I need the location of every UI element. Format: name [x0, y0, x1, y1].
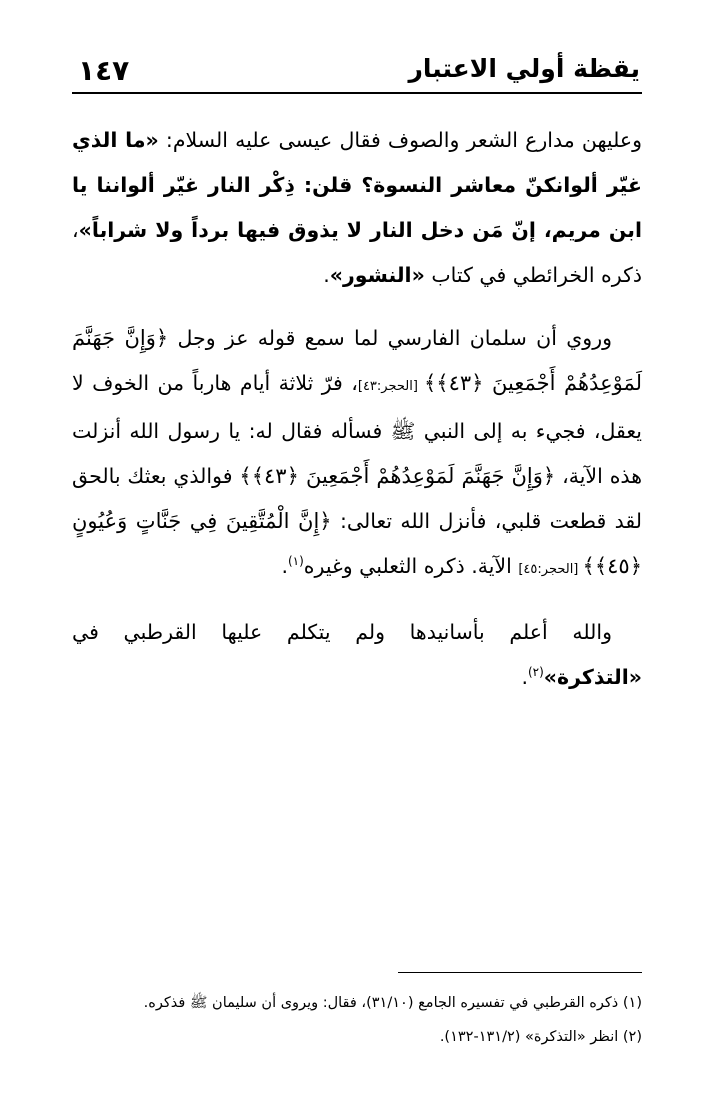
quran-verse: ﴿وَإِنَّ جَهَنَّمَ لَمَوْعِدُهُمْ أَجْمَعِينَ ﴿٤٣﴾﴾: [72, 326, 642, 395]
body-text: [72, 118, 642, 700]
text-run: ، ذكره الخرائطي في كتاب: [72, 218, 642, 287]
footnotes: [72, 986, 642, 1054]
footnote-marker: (١): [287, 554, 304, 569]
verse-reference: [الحجر:٤٥]: [518, 562, 583, 577]
quran-verse: ﴿إِنَّ الْمُتَّقِينَ فِي جَنَّاتٍ وَعُيُونٍ ﴿٤٥﴾﴾: [72, 509, 642, 578]
page-number: ١٤٧: [78, 54, 130, 87]
text-run: الآية. ذكره الثعلبي وغيره: [303, 554, 519, 578]
text-run: وعليهن مدارع الشعر والصوف فقال عيسى عليه السلام:: [158, 128, 642, 152]
paragraph: [72, 316, 642, 592]
text-run: .: [323, 263, 330, 287]
paragraph: [72, 118, 642, 298]
text-run: والله أعلم بأسانيدها ولم يتكلم عليها القرطبي في: [72, 620, 612, 644]
book-title: يقظة أولي الاعتبار: [408, 54, 640, 83]
text-run: .: [281, 554, 288, 578]
quote-run: «التذكرة»: [543, 665, 642, 689]
footnote-2: (٢) انظر «التذكرة» (١٣١/٢-١٣٢).: [439, 1029, 642, 1045]
paragraph: [72, 610, 642, 700]
text-run: .: [521, 665, 528, 689]
quote-run: «النشور»: [329, 263, 425, 287]
footnote-1: (١) ذكره القرطبي في تفسيره الجامع (٣١/١٠)، فقال: ويروى أن سليمان ﷺ فذكره.: [143, 995, 642, 1011]
text-run: وروي أن سلمان الفارسي لما سمع قوله عز وجل: [168, 326, 612, 350]
verse-reference: [الحجر:٤٣]: [357, 379, 424, 394]
quote-run: «ما الذي غيّر ألوانكنّ معاشر النسوة؟ قلن: ذِكْر النار غيّر ألواننا يا ابن مريم، إنّ مَن دخل النار لا يذوق فيها برداً ولا شراباً»: [72, 128, 642, 242]
footnote-separator: [398, 972, 642, 973]
text-run: فوالذي بعثك بالحق لقد قطعت قلبي، فأنزل الله تعالى:: [72, 464, 643, 533]
quran-verse: ﴿وَإِنَّ جَهَنَّمَ لَمَوْعِدُهُمْ أَجْمَعِينَ ﴿٤٣﴾﴾: [239, 464, 556, 488]
text-run: ، فرّ ثلاثة أيام هارباً من الخوف لا يعقل، فجيء به إلى النبي ﷺ فسأله فقال له: يا رسول الله أنزلت هذه الآية،: [72, 371, 643, 488]
page-header: [72, 48, 642, 94]
footnote-marker: (٢): [527, 665, 544, 680]
